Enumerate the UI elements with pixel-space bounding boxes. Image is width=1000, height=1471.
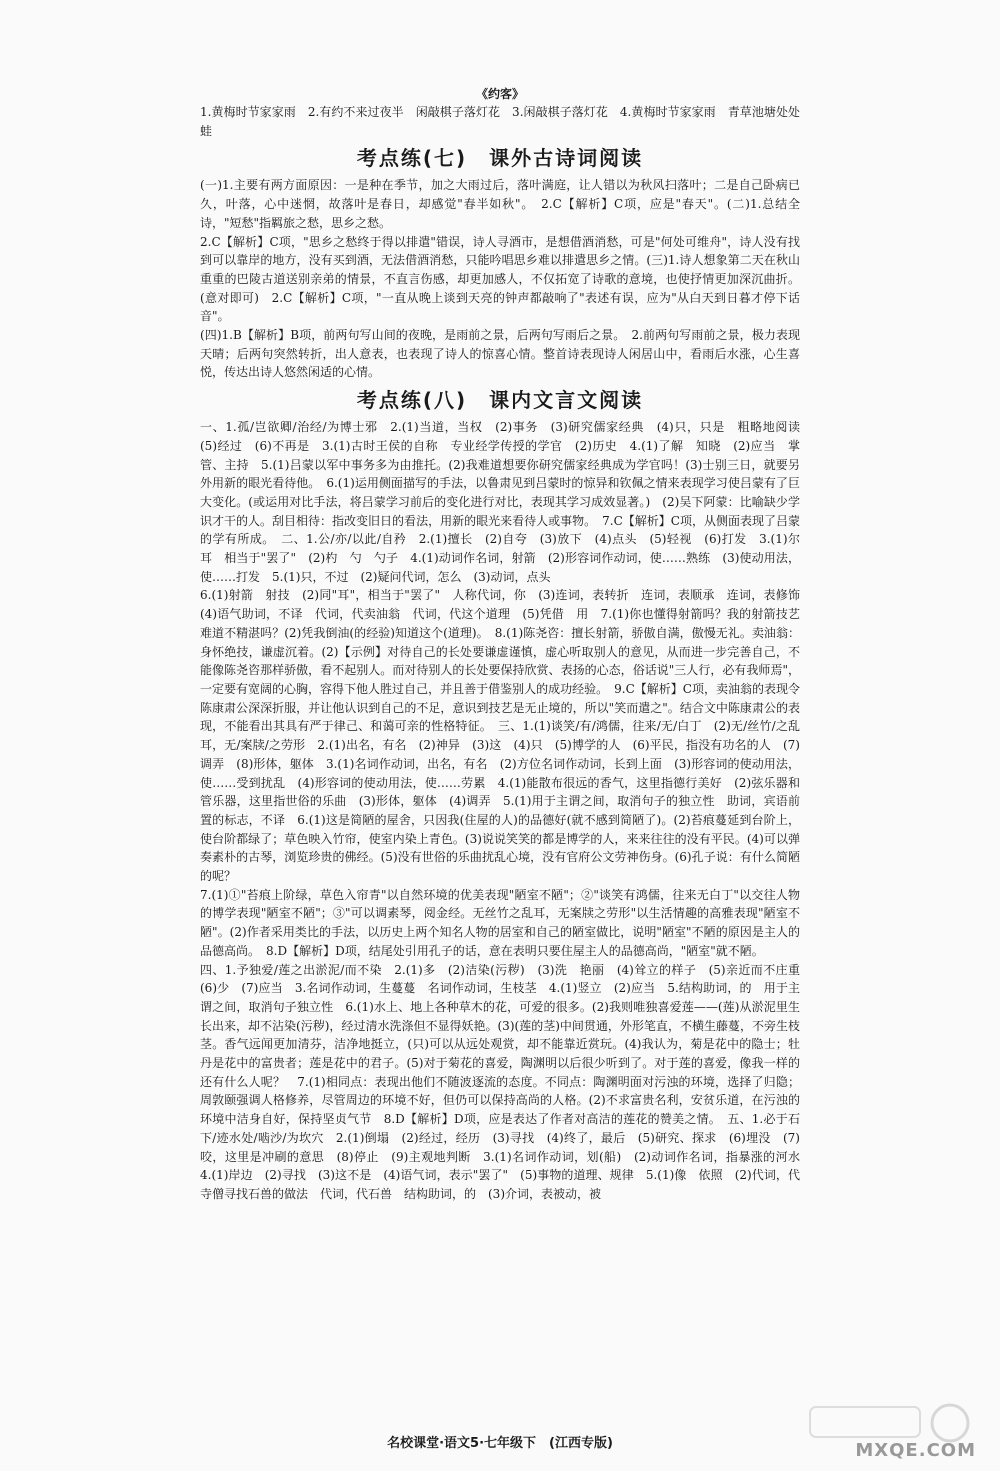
answer-paragraph: 四、1.予独爱/莲之出淤泥/而不染 2.(1)多 (2)洁染(污秽) (3)洗 艳丽 (4)耸立的样子 (5)亲近而不庄重 (6)少 (7)应当 3.名词作动词，生蔓蔓 名词作动词，生枝茎 4.(1)竖立 (2)应当 5.结构助词，的 用于主谓之间，取消句子独立性 6.(1)水上、地上各种草木的花，可爱的很多。(2)我则唯独喜爱莲——(莲)从淤泥里生长出来，却不沾染(污秽)，经过清水洗涤但不显得妖艳。(3)(莲的茎)中间贯通，外形笔直，不横生藤蔓，不旁生枝茎。香气远闻更加清芬，洁净地挺立，(只)可以从远处观赏，却不能靠近赏玩。(4)我认为，菊是花中的隐士；牡丹是花中的富贵者；莲是花中的君子。(5)对于菊花的喜爱，陶渊明以后很少听到了。对于莲的喜爱，像我一样的还有什么人呢？ 7.(1)相同点：表现出他们不随波逐流的态度。不同点：陶渊明面对污浊的环境，选择了归隐；周敦颐强调人格修养，尽管周边的环境不好，但仍可以保持高尚的人格。(2)不求富贵名利，安贫乐道，在污浊的环境中洁身自好，保持坚贞气节 8.D【解析】D项，应是表达了作者对高洁的莲花的赞美之情。 五、1.必于石下/迹水处/啮沙/为坎穴 2.(1)倒塌 (2)经过，经历 (3)寻找 (4)终了，最后 (5)研究、探求 (6)埋没 (7)咬，这里是冲刷的意思 (8)停止 (9)主观地判断 3.(1)名词作动词，划(船) (2)动词作名词，指暴涨的河水 4.(1)岸边 (2)寻找 (3)这不是 (4)语气词，表示"罢了" (5)事物的道理、规律 5.(1)像 依照 (2)代词，代寺僧寻找石兽的做法 代词，代石兽 结构助词，的 (3)介词，表被动，被 bbox=[200, 962, 813, 1201]
answer-paragraph: 2.C【解析】C项，"思乡之愁终于得以排遣"错误，诗人寻酒市，是想借酒消愁，可是"何处可维舟"，诗人没有找到可以靠岸的地方，没有买到酒，无法借酒消愁，只能吟唱思乡难以排遣思乡之情。(三)1.诗人想象第二天在秋山重重的巴陵古道送别亲弟的情景，不直言伤感，却更加感人，不仅拓宽了诗歌的意境，也使抒情更加深沉曲折。(意对即可) 2.C【解析】C项，"一直从晚上谈到天亮的钟声都敲响了"表述有误，应为"从白天到日暮才停下话音"。 bbox=[200, 234, 800, 324]
answer-paragraph: 1.黄梅时节家家雨 2.有约不来过夜半 闲敲棋子落灯花 3.闲敲棋子落灯花 4.黄梅时节家家雨 青草池塘处处蛙 bbox=[200, 105, 800, 138]
answer-page bbox=[200, 85, 813, 1204]
section-heading: 考点练(七) 课外古诗词阅读 bbox=[356, 146, 644, 171]
watermark-text: MXQE.COM bbox=[855, 1440, 976, 1461]
poem-title: 《约客》 bbox=[475, 87, 524, 101]
answer-paragraph: (四)1.B【解析】B项，前两句写山间的夜晚，是雨前之景，后两句写雨后之景。 2.前两句写雨前之景，极力表现天晴；后两句突然转折，出人意表，也表现了诗人的惊喜心情。整首诗表现诗人闲居山中，看雨后水涨，心生喜悦，传达出诗人悠然闲适的心情。 bbox=[200, 328, 800, 380]
page-footer: 名校课堂·语文5·七年级下 (江西专版) bbox=[387, 1436, 613, 1451]
answer-paragraph: 一、1.孤/岂欲卿/治经/为博士邪 2.(1)当道，当权 (2)事务 (3)研究儒家经典 (4)只，只是 粗略地阅读 (5)经过 (6)不再是 3.(1)古时王侯的自称 专业经学传授的学官 (2)历史 4.(1)了解 知晓 (2)应当 掌管、主持 5.(1)吕蒙以军中事务多为由推托。(2)我难道想要你研究儒家经典成为学官吗！(3)士别三日，就要另外用新的眼光看待他。 6.(1)运用侧面描写的手法，以鲁肃见到吕蒙时的惊异和钦佩之情来表现学习使吕蒙有了巨大变化。(或运用对比手法，将吕蒙学习前后的变化进行对比，表现其学习成效显著。) (2)吴下阿蒙：比喻缺少学识才干的人。刮目相待：指改变旧日的看法，用新的眼光来看待人或事物。 7.C【解析】C项，从侧面表现了吕蒙的学有所成。 二、1.公/亦/以此/自矜 2.(1)擅长 (2)自夸 (3)放下 (4)点头 (5)轻视 (6)打发 3.(1)尔 耳 相当于"罢了" (2)杓 勺 勺子 4.(1)动词作名词，射箭 (2)形容词作动词，使……熟练 (3)使动用法，使……打发 5.(1)只，不过 (2)疑问代词，怎么 (3)动词，点头 bbox=[200, 420, 813, 584]
answer-paragraph: 6.(1)射箭 射技 (2)同"耳"，相当于"罢了" 人称代词，你 (3)连词，表转折 连词，表顺承 连词，表修饰 (4)语气助词，不译 代词，代卖油翁 代词，代这个道理 (5)凭借 用 7.(1)你也懂得射箭吗？我的射箭技艺难道不精湛吗？(2)凭我倒油(的经验)知道这个(道理)。 8.(1)陈尧咨：擅长射箭，骄傲自满，傲慢无礼。卖油翁：身怀绝技，谦虚沉着。(2)【示例】对待自己的长处要谦虚谨慎，虚心听取别人的意见，从而进一步完善自己，不能像陈尧咨那样骄傲，看不起别人。而对待别人的长处要保持欣赏、表扬的心态，俗话说"三人行，必有我师焉"，一定要有宽阔的心胸，容得下他人胜过自己，并且善于借鉴别人的成功经验。 9.C【解析】C项，卖油翁的表现令陈康肃公深深折服，并让他认识到自己的不足，意识到技艺是无止境的，所以"笑而遣之"。结合文中陈康肃公的表现，不能看出其具有严于律己、和蔼可亲的性格特征。 三、1.(1)谈笑/有/鸿儒，往来/无/白丁 (2)无/丝竹/之乱耳，无/案牍/之劳形 2.(1)出名，有名 (2)神异 (3)这 (4)只 (5)博学的人 (6)平民，指没有功名的人 (7)调弄 (8)形体，躯体 3.(1)名词作动词，出名，有名 (2)方位名词作动词，长到上面 (3)形容词的使动用法，使……受到扰乱 (4)形容词的使动用法，使……劳累 4.(1)能散布很远的香气，这里指德行美好 (2)弦乐器和管乐器，这里指世俗的乐曲 (3)形体，躯体 (4)调弄 5.(1)用于主谓之间，取消句子的独立性 助词，宾语前置的标志，不译 6.(1)这是简陋的屋舍，只因我(住屋的人)的品德好(就不感到简陋了)。(2)苔痕蔓延到台阶上，使台阶都绿了；草色映入竹帘，使室内染上青色。(3)说说笑笑的都是博学的人，来来往往的没有平民。(4)可以弹奏素朴的古琴，浏览珍贵的佛经。(5)没有世俗的乐曲扰乱心境，没有官府公文劳神伤身。(6)孔子说：有什么简陋的呢？ bbox=[200, 588, 813, 884]
answer-paragraph: (一)1.主要有两方面原因：一是种在季节，加之大雨过后，落叶满庭，让人错以为秋风扫落叶；二是自己卧病已久，叶落，心中迷惘，故落叶是春日，却感觉"春半如秋"。 2.C【解析】C项，应是"春天"。(二)1.总结全诗，"短愁"指羁旅之愁，思乡之愁。 bbox=[200, 178, 800, 230]
section-heading: 考点练(八) 课内文言文阅读 bbox=[356, 388, 644, 413]
answer-paragraph: 7.(1)①"苔痕上阶绿，草色入帘青"以自然环境的优美表现"陋室不陋"；②"谈笑有鸿儒，往来无白丁"以交往人物的博学表现"陋室不陋"；③"可以调素琴，阅金经。无丝竹之乱耳，无案牍之劳形"以生活情趣的高雅表现"陋室不陋"。(2)作者采用类比的手法，以历史上两个知名人物的居室和自己的陋室做比，说明"陋室"不陋的原因是主人的品德高尚。 8.D【解析】D项，结尾处引用孔子的话，意在表明只要住屋主人的品德高尚，"陋室"就不陋。 bbox=[200, 887, 800, 958]
